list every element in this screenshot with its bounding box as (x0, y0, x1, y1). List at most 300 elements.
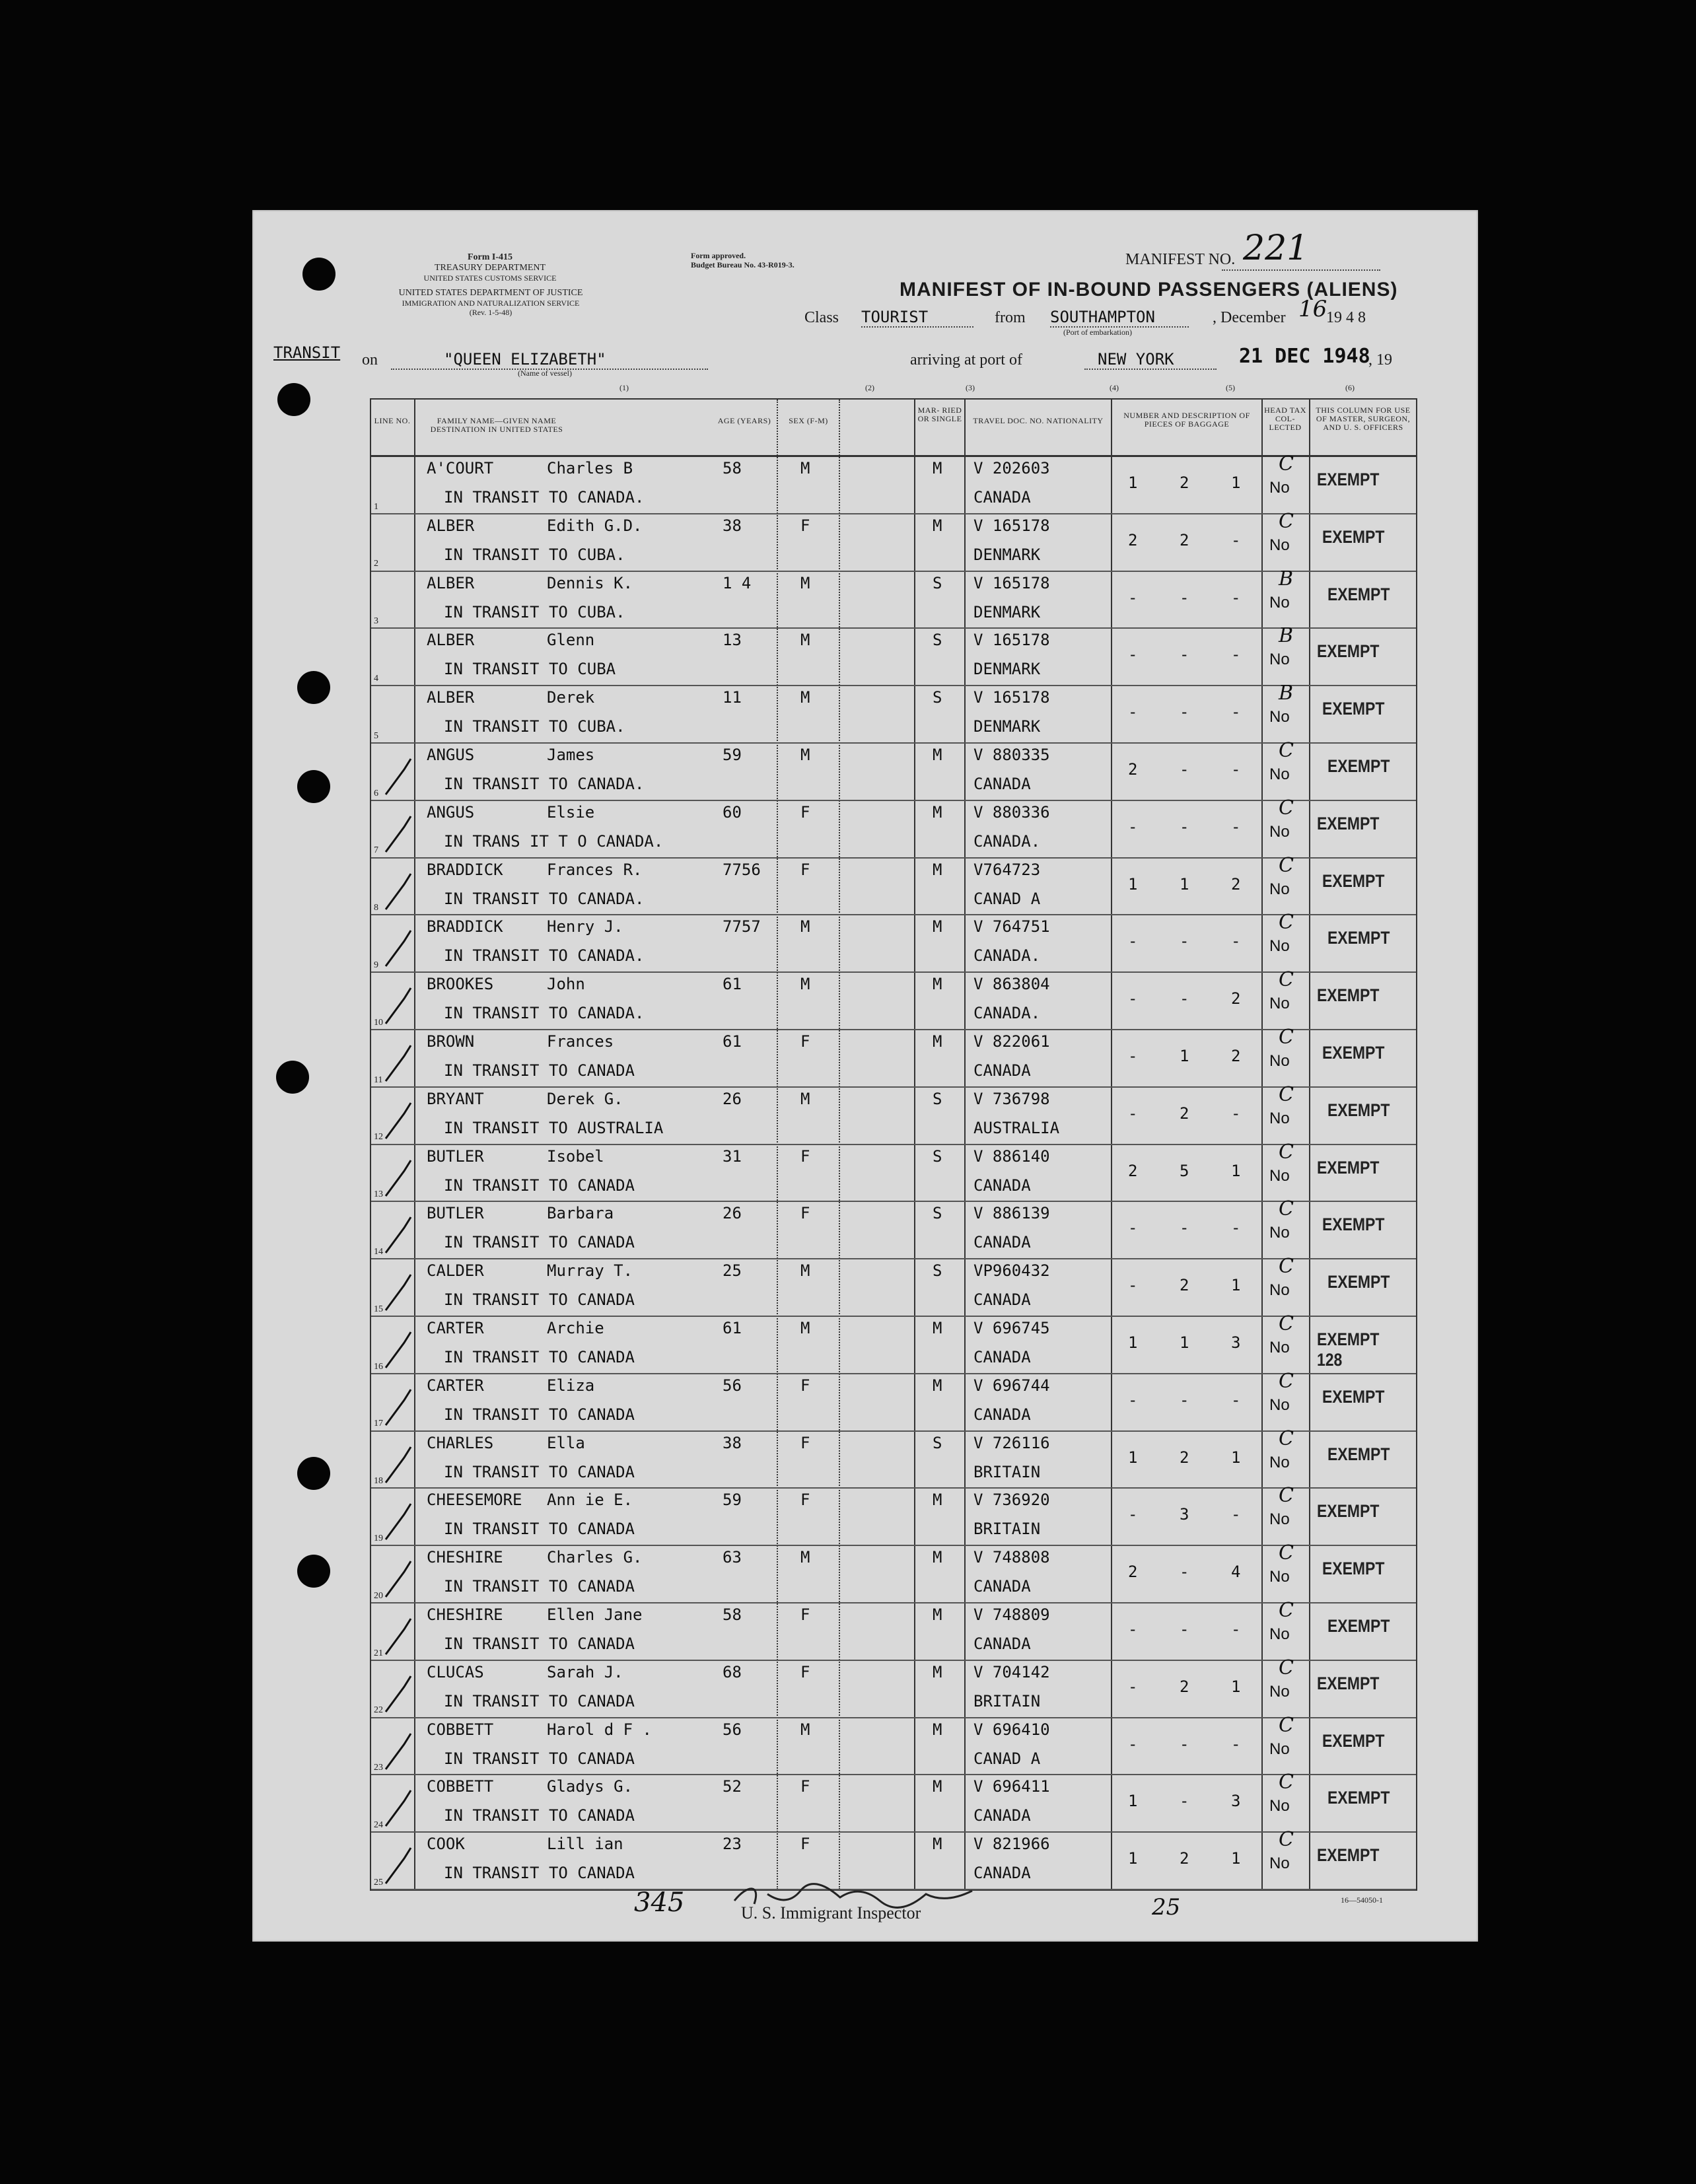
baggage-3: - (1231, 530, 1241, 549)
marital-status: M (933, 516, 942, 535)
head-tax: No (1269, 1395, 1290, 1414)
table-row (371, 567, 1416, 629)
destination: IN TRANSIT TO CANADA (444, 1462, 635, 1481)
baggage-1: - (1128, 989, 1138, 1008)
sex: M (800, 1089, 810, 1108)
surname: COOK (427, 1835, 465, 1854)
marital-status: M (933, 1032, 942, 1051)
age: 52 (723, 1777, 742, 1796)
surname: A'COURT (427, 459, 494, 477)
nationality: AUSTRALIA (973, 1118, 1060, 1137)
given-name: Barbara (547, 1204, 614, 1223)
baggage-1: - (1128, 932, 1138, 951)
colnum-1: (1) (619, 383, 629, 392)
travel-doc-no: V 886139 (973, 1204, 1050, 1223)
baggage-3: 1 (1231, 1276, 1241, 1295)
nationality: CANADA (973, 1290, 1031, 1310)
surname: CHESHIRE (427, 1548, 503, 1567)
given-name: Elsie (547, 802, 595, 822)
head-tax-code: C (1279, 1427, 1294, 1450)
baggage-3: - (1231, 1734, 1241, 1753)
travel-doc-no: V 822061 (973, 1032, 1050, 1051)
head-tax-code: C (1279, 1026, 1294, 1049)
baggage-3: - (1231, 932, 1241, 951)
check-mark (384, 1501, 413, 1541)
line-number: 11 (374, 1074, 383, 1085)
travel-doc-no: V 704142 (973, 1662, 1050, 1681)
travel-doc-no: V 748809 (973, 1605, 1050, 1624)
table-row (371, 624, 1416, 686)
surname: BRYANT (427, 1089, 484, 1108)
check-mark (384, 1329, 413, 1369)
table-row (371, 1656, 1416, 1718)
class-label: Class (804, 309, 839, 326)
age: 61 (723, 975, 742, 994)
table-row (371, 1255, 1416, 1316)
age: 11 (723, 688, 742, 707)
nationality: CANADA (973, 488, 1031, 507)
officer-remark: EXEMPT (1317, 1501, 1380, 1522)
line-number: 24 (374, 1820, 383, 1831)
baggage-1: - (1128, 703, 1138, 722)
destination: IN TRANSIT TO CANADA (444, 1749, 635, 1768)
hdr-sex: SEX (F-M) (789, 416, 828, 425)
given-name: Harol d F . (547, 1720, 652, 1739)
destination: IN TRANSIT TO CANADA. (444, 1004, 645, 1023)
punch-hole (297, 770, 330, 803)
baggage-1: 1 (1128, 1849, 1138, 1868)
head-tax: No (1269, 536, 1290, 554)
line-number: 25 (374, 1877, 383, 1887)
check-mark (384, 928, 413, 968)
transit-label: TRANSIT (273, 343, 341, 362)
head-tax: No (1269, 479, 1290, 497)
age: 59 (723, 746, 742, 764)
baggage-3: 2 (1231, 989, 1241, 1008)
baggage-2: 2 (1180, 1276, 1189, 1295)
age: 68 (723, 1662, 742, 1681)
head-tax: No (1269, 937, 1290, 956)
travel-doc-no: V 880336 (973, 802, 1050, 822)
inspector-signature (728, 1881, 979, 1914)
officer-remark: EXEMPT (1327, 1100, 1390, 1120)
colnum-6: (6) (1345, 383, 1355, 392)
marital-status: M (933, 975, 942, 994)
surname: BROWN (427, 1032, 475, 1051)
nationality: CANADA (973, 1806, 1031, 1825)
table-row (371, 853, 1416, 915)
sex: F (800, 1491, 810, 1510)
check-mark (384, 1272, 413, 1312)
sex: M (800, 917, 810, 936)
officer-remark: EXEMPT (1317, 813, 1380, 833)
table-row (371, 1427, 1416, 1489)
baggage-1: 2 (1128, 1563, 1138, 1582)
line-number: 1 (374, 501, 378, 512)
hdr-travel-doc: TRAVEL DOC. NO. NATIONALITY (973, 416, 1104, 425)
marital-status: M (933, 459, 942, 477)
travel-doc-no: V764723 (973, 860, 1041, 879)
destination: IN TRANSIT TO CANADA (444, 1348, 635, 1366)
head-tax-code: C (1279, 1312, 1294, 1335)
baggage-3: - (1231, 1390, 1241, 1409)
punch-hole (297, 1555, 330, 1588)
given-name: John (547, 975, 585, 994)
officer-remark: EXEMPT (1322, 526, 1385, 547)
head-tax: No (1269, 1568, 1290, 1586)
given-name: Eliza (547, 1376, 595, 1395)
line-number: 2 (374, 559, 378, 569)
marital-status: S (933, 631, 942, 650)
travel-doc-no: V 821966 (973, 1835, 1050, 1854)
officer-remark: EXEMPT (1322, 699, 1385, 719)
travel-doc-no: V 886140 (973, 1146, 1050, 1166)
date-year: 19 4 8 (1326, 309, 1366, 326)
given-name: Murray T. (547, 1261, 633, 1281)
baggage-2: - (1180, 703, 1189, 722)
surname: CHESHIRE (427, 1605, 503, 1624)
head-tax: No (1269, 1052, 1290, 1070)
baggage-2: 1 (1180, 1333, 1189, 1352)
baggage-3: - (1231, 1104, 1241, 1123)
nationality: CANADA (973, 1348, 1031, 1366)
table-row (371, 1197, 1416, 1259)
destination: IN TRANSIT TO CANADA (444, 1577, 635, 1596)
baggage-3: 3 (1231, 1792, 1241, 1811)
officer-remark: EXEMPT (1327, 1272, 1390, 1292)
destination: IN TRANSIT TO CANADA (444, 1290, 635, 1310)
baggage-2: - (1180, 1792, 1189, 1811)
travel-doc-no: V 165178 (973, 631, 1050, 650)
marital-status: M (933, 1720, 942, 1739)
given-name: Sarah J. (547, 1662, 623, 1681)
on-label: on (362, 351, 378, 369)
age: 59 (723, 1491, 742, 1510)
given-name: Ellen Jane (547, 1605, 643, 1624)
marital-status: S (933, 1089, 942, 1108)
sex: M (800, 1548, 810, 1567)
head-tax-code: C (1279, 796, 1294, 820)
sex: F (800, 1146, 810, 1166)
port-arrival: NEW YORK (1084, 350, 1217, 370)
baggage-2: 1 (1180, 874, 1189, 894)
destination: IN TRANSIT TO CANADA. (444, 946, 645, 966)
print-code: 16—54050-1 (1341, 1895, 1383, 1905)
baggage-1: 2 (1128, 1161, 1138, 1180)
given-name: Charles G. (547, 1548, 643, 1567)
nationality: BRITAIN (973, 1462, 1041, 1481)
destination: IN TRANSIT TO CUBA (444, 660, 616, 679)
baggage-1: - (1128, 1047, 1138, 1065)
count-note: 345 (634, 1887, 685, 1918)
head-tax-code: C (1279, 739, 1294, 762)
surname: ALBER (427, 573, 475, 592)
check-mark (384, 1043, 413, 1082)
surname: CARTER (427, 1376, 484, 1395)
marital-status: S (933, 1433, 942, 1452)
marital-status: M (933, 746, 942, 764)
manifest-title: MANIFEST OF IN-BOUND PASSENGERS (ALIENS) (900, 279, 1398, 300)
baggage-3: 1 (1231, 474, 1241, 492)
given-name: Lill ian (547, 1835, 623, 1854)
baggage-2: - (1180, 989, 1189, 1008)
table-row (371, 1140, 1416, 1202)
destination: IN TRANSIT TO CANADA (444, 1061, 635, 1080)
age: 61 (723, 1319, 742, 1337)
baggage-1: - (1128, 1104, 1138, 1123)
officer-remark: EXEMPT (1327, 928, 1390, 948)
port-embark-caption: (Port of embarkation) (1063, 328, 1132, 337)
officer-remark: EXEMPT (1317, 1845, 1380, 1866)
line-number: 19 (374, 1533, 383, 1544)
baggage-3: - (1231, 1620, 1241, 1638)
baggage-2: - (1180, 817, 1189, 836)
travel-doc-no: V 696745 (973, 1319, 1050, 1337)
marital-status: S (933, 1146, 942, 1166)
officer-remark: EXEMPT (1317, 1157, 1380, 1178)
check-mark (384, 1845, 413, 1885)
sex: F (800, 1835, 810, 1854)
table-row (371, 911, 1416, 972)
destination: IN TRANSIT TO CUBA. (444, 602, 625, 621)
table-row (371, 1541, 1416, 1603)
baggage-3: - (1231, 1218, 1241, 1238)
head-tax-code: C (1279, 1369, 1294, 1393)
surname: BRADDICK (427, 917, 503, 936)
marital-status: M (933, 1548, 942, 1567)
nationality: DENMARK (973, 602, 1041, 621)
officer-remark: EXEMPT (1322, 1215, 1385, 1235)
date-day: 16 (1298, 296, 1327, 322)
sex: F (800, 516, 810, 535)
baggage-1: - (1128, 1505, 1138, 1524)
baggage-2: - (1180, 645, 1189, 664)
head-tax-code: C (1279, 1771, 1294, 1794)
head-tax: No (1269, 1510, 1290, 1529)
baggage-2: 1 (1180, 1047, 1189, 1065)
punch-hole (276, 1061, 309, 1094)
baggage-2: 2 (1180, 474, 1189, 492)
officer-remark: EXEMPT (1327, 1788, 1390, 1808)
table-row (371, 1713, 1416, 1775)
surname: BRADDICK (427, 860, 503, 879)
nationality: CANADA (973, 1061, 1031, 1080)
head-tax: No (1269, 1453, 1290, 1471)
baggage-3: - (1231, 703, 1241, 722)
nationality: CANADA (973, 1635, 1031, 1653)
officer-remark: EXEMPT (1327, 1444, 1390, 1464)
surname: ALBER (427, 631, 475, 650)
age: 61 (723, 1032, 742, 1051)
officer-remark: EXEMPT (1322, 1559, 1385, 1579)
baggage-1: 1 (1128, 1333, 1138, 1352)
head-tax-code: C (1279, 1255, 1294, 1279)
head-tax: No (1269, 1339, 1290, 1356)
check-mark (384, 1788, 413, 1827)
head-tax-code: C (1279, 1140, 1294, 1164)
given-name: Charles B (547, 459, 633, 477)
age: 56 (723, 1376, 742, 1395)
line-number: 10 (374, 1017, 383, 1028)
age: 58 (723, 1605, 742, 1624)
age: 38 (723, 516, 742, 535)
sex: F (800, 1433, 810, 1452)
given-name: Edith G.D. (547, 516, 643, 535)
head-tax-code: C (1279, 1197, 1294, 1221)
baggage-1: - (1128, 1276, 1138, 1295)
table-row (371, 739, 1416, 800)
table-row (371, 1369, 1416, 1431)
check-mark (384, 1444, 413, 1484)
baggage-2: - (1180, 932, 1189, 951)
surname: BUTLER (427, 1204, 484, 1223)
baggage-2: 2 (1180, 1448, 1189, 1467)
marital-status: S (933, 1204, 942, 1223)
baggage-3: - (1231, 645, 1241, 664)
head-tax-code: C (1279, 1828, 1294, 1852)
travel-doc-no: V 165178 (973, 516, 1050, 535)
head-tax-code: C (1279, 911, 1294, 934)
head-tax-code: C (1279, 968, 1294, 992)
given-name: Ella (547, 1433, 585, 1452)
surname: ANGUS (427, 802, 475, 822)
passenger-table (370, 398, 1417, 1891)
page-total-note: 25 (1152, 1894, 1181, 1920)
form-approved: Form approved. (691, 251, 746, 260)
check-mark (384, 1731, 413, 1771)
line-number: 6 (374, 788, 378, 798)
destination: IN TRANSIT TO CANADA. (444, 775, 645, 793)
class-value: TOURIST (861, 308, 973, 328)
surname: ALBER (427, 688, 475, 707)
surname: CLUCAS (427, 1662, 484, 1681)
head-tax-code: C (1279, 1656, 1294, 1679)
surname: ANGUS (427, 746, 475, 764)
head-tax-code: C (1279, 1713, 1294, 1737)
sex: F (800, 1662, 810, 1681)
given-name: Derek (547, 688, 595, 707)
table-row (371, 968, 1416, 1030)
destination: IN TRANSIT TO CANADA. (444, 488, 645, 507)
table-row (371, 1312, 1416, 1374)
line-number: 15 (374, 1304, 383, 1314)
line-number: 20 (374, 1590, 383, 1601)
surname: COBBETT (427, 1777, 494, 1796)
head-tax-code: C (1279, 1484, 1294, 1508)
head-tax: No (1269, 765, 1290, 783)
hdr-officers: THIS COLUMN FOR USE OF MASTER, SURGEON, AND U. S. OFFICERS (1316, 405, 1411, 432)
travel-doc-no: V 736798 (973, 1089, 1050, 1108)
passenger-rows (371, 452, 1416, 1889)
officer-remark: EXEMPT (1322, 1730, 1385, 1751)
destination: IN TRANSIT TO CANADA (444, 1864, 635, 1883)
line-number: 18 (374, 1476, 383, 1487)
sex: M (800, 1319, 810, 1337)
table-row (371, 796, 1416, 858)
dept-treasury: TREASURY DEPARTMENT (434, 263, 546, 273)
baggage-2: 2 (1180, 530, 1189, 549)
age: 31 (723, 1146, 742, 1166)
baggage-1: - (1128, 1677, 1138, 1696)
inspector-signature-line: U. S. Immigrant Inspector (741, 1903, 921, 1922)
hdr-married: MAR- RIED OR SINGLE (917, 405, 962, 423)
baggage-3: 3 (1231, 1333, 1241, 1352)
nationality: CANAD A (973, 1749, 1041, 1768)
line-number: 13 (374, 1189, 383, 1200)
travel-doc-no: V 880335 (973, 746, 1050, 764)
destination: IN TRANSIT TO CANADA (444, 1635, 635, 1653)
table-row (371, 509, 1416, 571)
nationality: CANADA (973, 1577, 1031, 1596)
destination: IN TRANSIT TO CANADA (444, 1691, 635, 1710)
sex: M (800, 746, 810, 764)
punch-hole (302, 258, 336, 291)
check-mark (384, 1387, 413, 1427)
destination: IN TRANSIT TO CANADA (444, 1176, 635, 1195)
customs-service: UNITED STATES CUSTOMS SERVICE (423, 273, 557, 283)
table-row (371, 1599, 1416, 1660)
sex: F (800, 1204, 810, 1223)
baggage-2: 2 (1180, 1104, 1189, 1123)
vessel-caption: (Name of vessel) (518, 369, 572, 378)
baggage-2: 2 (1180, 1677, 1189, 1696)
travel-doc-no: V 696410 (973, 1720, 1050, 1739)
hdr-baggage: NUMBER AND DESCRIPTION OF PIECES OF BAGGAGE (1123, 411, 1250, 429)
head-tax: No (1269, 1625, 1290, 1643)
age: 63 (723, 1548, 742, 1567)
ins-service: IMMIGRATION AND NATURALIZATION SERVICE (402, 299, 580, 308)
officer-remark: EXEMPT (1317, 470, 1380, 489)
baggage-1: 1 (1128, 1448, 1138, 1467)
baggage-1: - (1128, 817, 1138, 836)
baggage-1: - (1128, 588, 1138, 607)
baggage-1: 1 (1128, 474, 1138, 492)
head-tax: No (1269, 1166, 1290, 1185)
baggage-1: - (1128, 1218, 1138, 1238)
arrival-date-stamp: 21 DEC 1948 (1239, 345, 1370, 368)
travel-doc-no: V 202603 (973, 459, 1050, 477)
marital-status: M (933, 1491, 942, 1510)
baggage-2: - (1180, 1390, 1189, 1409)
date-prefix: , December (1213, 309, 1286, 326)
destination: IN TRANSIT TO CANADA (444, 1405, 635, 1424)
baggage-3: 1 (1231, 1849, 1241, 1868)
destination: IN TRANSIT TO CANADA. (444, 889, 645, 908)
officer-remark: EXEMPT (1327, 1616, 1390, 1636)
age: 25 (723, 1261, 742, 1281)
age: 60 (723, 802, 742, 822)
age: 56 (723, 1720, 742, 1739)
baggage-2: - (1180, 1218, 1189, 1238)
officer-remark: EXEMPT (1322, 1386, 1385, 1407)
nationality: CANADA (973, 1176, 1031, 1195)
baggage-2: 2 (1180, 1849, 1189, 1868)
nationality: CANADA (973, 1233, 1031, 1252)
punch-hole (277, 383, 310, 416)
hdr-line-no: LINE NO. (374, 416, 411, 425)
baggage-1: - (1128, 1390, 1138, 1409)
punch-hole (297, 671, 330, 704)
head-tax-code: B (1279, 624, 1294, 648)
given-name: Frances (547, 1032, 614, 1051)
age: 7757 (723, 917, 761, 936)
age: 26 (723, 1089, 742, 1108)
baggage-3: - (1231, 588, 1241, 607)
travel-doc-no: V 165178 (973, 573, 1050, 592)
age: 26 (723, 1204, 742, 1223)
age: 23 (723, 1835, 742, 1854)
nationality: CANADA (973, 775, 1031, 793)
